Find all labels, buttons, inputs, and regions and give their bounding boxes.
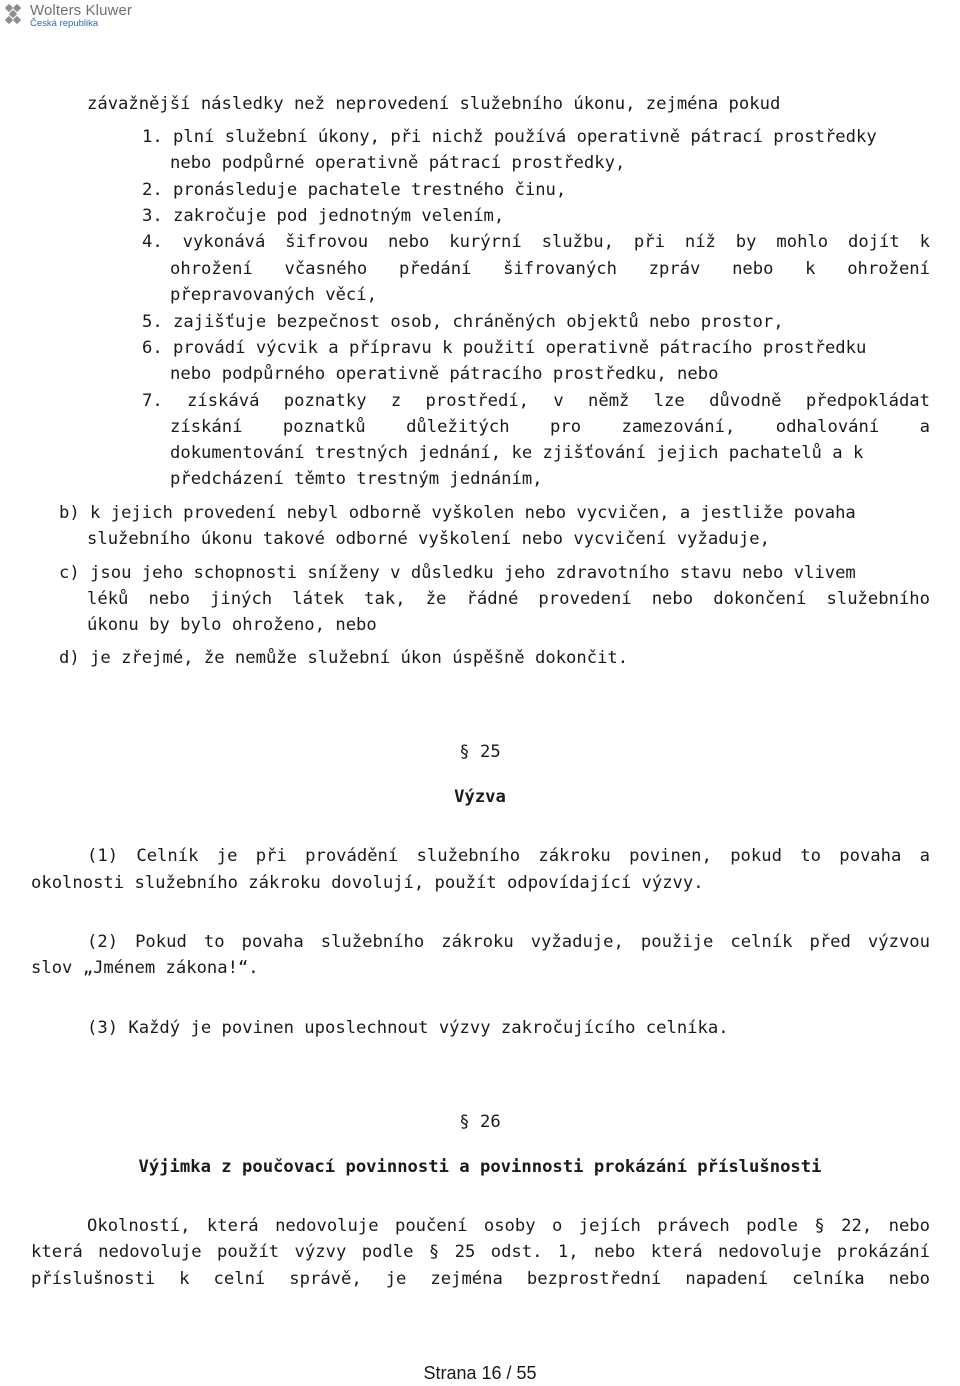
text-line: závažnější následky než neprovedení služebního úkonu, zejména pokud: [87, 94, 781, 114]
list-item-continuation: nebo podpůrného operativně pátracího prostředku, nebo: [170, 364, 719, 384]
list-item: 2. pronásleduje pachatele trestného činu,: [142, 180, 567, 200]
publisher-logo: [4, 3, 132, 29]
letter-item-continuation: úkonu by bylo ohroženo, nebo: [87, 615, 377, 635]
list-item: 6. provádí výcvik a přípravu k použití operativně pátracího prostředku: [142, 338, 867, 358]
list-item-continuation: dokumentování trestných jednání, ke zjišťování jejich pachatelů a k: [170, 443, 864, 463]
list-item: 5. zajišťuje bezpečnost osob, chráněných objektů nebo prostor,: [142, 312, 784, 332]
list-item-continuation: přepravovaných věcí,: [170, 285, 377, 305]
paragraph-line: (3) Každý je povinen uposlechnout výzvy zakročujícího celníka.: [87, 1018, 729, 1038]
letter-item-continuation: služebního úkonu takové odborné vyškolení nebo vycvičení vyžaduje,: [87, 529, 770, 549]
paragraph-line: slov „Jménem zákona!“.: [31, 958, 259, 978]
list-item: 3. zakročuje pod jednotným velením,: [142, 206, 505, 226]
letter-item-continuation: léků nebo jiných látek tak, že řádné provedení nebo dokončení služebního: [87, 589, 930, 609]
wolters-kluwer-logo-icon: [4, 3, 26, 25]
paragraph-line: Okolností, která nedovoluje poučení osoby o jejích právech podle § 22, nebo: [87, 1216, 930, 1236]
section-title: Výzva: [454, 787, 506, 807]
logo-brand-name: Wolters Kluwer: [30, 2, 132, 19]
paragraph-line: (1) Celník je při provádění služebního zákroku povinen, pokud to povaha a: [87, 846, 930, 866]
section-number: § 26: [459, 1112, 501, 1132]
list-item-continuation: získání poznatků důležitých pro zamezování, odhalování a: [170, 417, 930, 437]
section-number: § 25: [459, 742, 501, 762]
list-item: 4. vykonává šifrovou nebo kurýrní službu, při níž by mohlo dojít k: [142, 232, 930, 252]
logo-region: Česká republika: [30, 18, 99, 29]
list-item: 1. plní služební úkony, při nichž používá operativně pátrací prostředky: [142, 127, 877, 147]
list-item-continuation: ohrožení včasného předání šifrovaných zpráv nebo k ohrožení: [170, 259, 930, 279]
list-item-continuation: nebo podpůrné operativně pátrací prostředky,: [170, 153, 626, 173]
paragraph-line: (2) Pokud to povaha služebního zákroku vyžaduje, použije celník před výzvou: [87, 932, 930, 952]
letter-item-b: b) k jejich provedení nebyl odborně vyškolen nebo vycvičen, a jestliže povaha: [59, 503, 856, 523]
section-title: Výjimka z poučovací povinnosti a povinnosti prokázání příslušnosti: [138, 1157, 822, 1177]
page-number: Strana 16 / 55: [423, 1363, 537, 1383]
list-item: 7. získává poznatky z prostředí, v němž lze důvodně předpokládat: [142, 391, 930, 411]
paragraph-line: která nedovoluje použít výzvy podle § 25 odst. 1, nebo která nedovoluje prokázání: [31, 1242, 930, 1262]
list-item-continuation: předcházení těmto trestným jednáním,: [170, 469, 543, 489]
paragraph-line: příslušnosti k celní správě, je zejména bezprostřední napadení celníka nebo: [31, 1269, 930, 1289]
paragraph-line: okolnosti služebního zákroku dovolují, použít odpovídající výzvy.: [31, 873, 704, 893]
letter-item-c: c) jsou jeho schopnosti sníženy v důsledku jeho zdravotního stavu nebo vlivem: [59, 563, 856, 583]
letter-item-d: d) je zřejmé, že nemůže služební úkon úspěšně dokončit.: [59, 648, 629, 668]
